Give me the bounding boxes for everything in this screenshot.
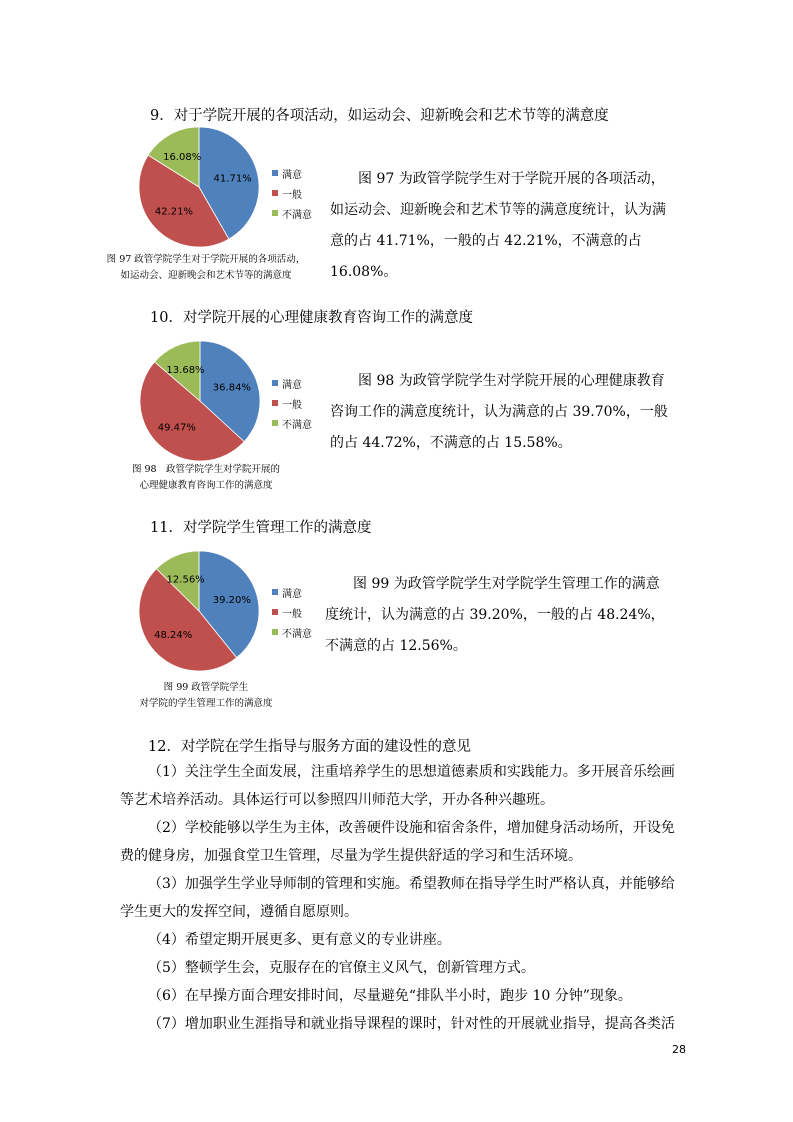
figure-99-caption: 图 99 政管学院学生 对学院的学生管理工作的满意度 xyxy=(139,682,273,709)
unsatisfied-swatch-icon xyxy=(272,420,278,426)
suggestion-item: （7）增加职业生涯指导和就业指导课程的课时，针对性的开展就业指导，提高各类活 xyxy=(148,1016,675,1032)
legend-item-satisfied: 满意 xyxy=(272,373,312,393)
pie-chart-97 xyxy=(137,125,261,249)
satisfied-swatch-icon xyxy=(272,380,278,386)
satisfied-swatch-icon xyxy=(272,170,278,176)
legend-item-unsatisfied: 不满意 xyxy=(272,413,312,433)
legend-item-satisfied: 满意 xyxy=(272,163,312,183)
pie-label-unsatisfied: 16.08% xyxy=(163,152,202,164)
section-9-heading: 9．对于学院开展的各项活动，如运动会、迎新晚会和艺术节等的满意度 xyxy=(150,108,609,124)
suggestion-item: （3）加强学生学业导师制的管理和实施。希望教师在指导学生时严格认真，并能够给学生更大的发挥空间，遵循自愿原则。 xyxy=(120,876,675,920)
figure-98-description: 图 98 为政管学院学生对学院开展的心理健康教育咨询工作的满意度统计，认为满意的占 39.70%，一般的占 44.72%，不满意的占 15.58%。 xyxy=(330,373,668,451)
pie-svg-99 xyxy=(137,549,261,673)
pie-label-satisfied: 39.20% xyxy=(212,594,251,606)
satisfied-swatch-icon xyxy=(272,589,278,595)
pie-label-average: 42.21% xyxy=(154,206,193,218)
figure-97-caption: 图 97 政管学院学生对于学院开展的各项活动， 如运动会、迎新晚会和艺术节等的满意度 xyxy=(106,254,306,281)
suggestions-list xyxy=(120,758,680,1038)
suggestion-item: （5）整顿学生会，克服存在的官僚主义风气，创新管理方式。 xyxy=(148,960,535,976)
pie-svg-98 xyxy=(138,339,262,463)
page-number: 28 xyxy=(672,1043,686,1056)
figure-98-caption: 图 98 政管学院学生对学院开展的 心理健康教育咨询工作的满意度 xyxy=(131,464,281,491)
figure-97-description: 图 97 为政管学院学生对于学院开展的各项活动，如运动会、迎新晚会和艺术节等的满意度统计，认为满意的占 41.71%，一般的占 42.21%，不满意的占 16.08%。 xyxy=(330,171,666,280)
pie-chart-99 xyxy=(137,549,261,673)
legend-item-unsatisfied: 不满意 xyxy=(272,622,312,642)
section-12-heading: 12．对学院在学生指导与服务方面的建设性的意见 xyxy=(148,739,471,755)
pie-chart-98 xyxy=(138,339,262,463)
legend-item-average: 一般 xyxy=(272,602,312,622)
average-swatch-icon xyxy=(272,609,278,615)
legend-item-average: 一般 xyxy=(272,183,312,203)
section-11-heading: 11．对学院学生管理工作的满意度 xyxy=(150,520,372,536)
average-swatch-icon xyxy=(272,190,278,196)
pie-label-satisfied: 41.71% xyxy=(213,173,252,185)
legend-item-satisfied: 满意 xyxy=(272,582,312,602)
legend-99 xyxy=(272,582,312,642)
section-10-heading: 10．对学院开展的心理健康教育咨询工作的满意度 xyxy=(150,310,473,326)
unsatisfied-swatch-icon xyxy=(272,629,278,635)
suggestion-item: （2）学校能够以学生为主体，改善硬件设施和宿舍条件，增加健身活动场所，开设免费的健身房，加强食堂卫生管理，尽量为学生提供舒适的学习和生活环境。 xyxy=(120,820,675,864)
legend-item-average: 一般 xyxy=(272,393,312,413)
pie-label-unsatisfied: 12.56% xyxy=(166,574,205,586)
figure-99-description: 图 99 为政管学院学生对学院学生管理工作的满意度统计，认为满意的占 39.20%，一般的占 48.24%，不满意的占 12.56%。 xyxy=(325,576,665,654)
pie-svg-97 xyxy=(137,125,261,249)
suggestion-item: （6）在早操方面合理安排时间，尽量避免“排队半小时，跑步 10 分钟”现象。 xyxy=(148,988,632,1004)
pie-label-unsatisfied: 13.68% xyxy=(166,364,205,376)
suggestion-item: （1）关注学生全面发展，注重培养学生的思想道德素质和实践能力。多开展音乐绘画等艺术培养活动。具体运行可以参照四川师范大学，开办各种兴趣班。 xyxy=(120,764,675,808)
legend-item-unsatisfied: 不满意 xyxy=(272,203,312,223)
average-swatch-icon xyxy=(272,400,278,406)
suggestion-item: （4）希望定期开展更多、更有意义的专业讲座。 xyxy=(148,932,451,948)
pie-label-average: 49.47% xyxy=(157,422,196,434)
pie-label-satisfied: 36.84% xyxy=(212,382,251,394)
unsatisfied-swatch-icon xyxy=(272,210,278,216)
legend-97 xyxy=(272,163,312,223)
legend-98 xyxy=(272,373,312,433)
pie-label-average: 48.24% xyxy=(154,629,193,641)
